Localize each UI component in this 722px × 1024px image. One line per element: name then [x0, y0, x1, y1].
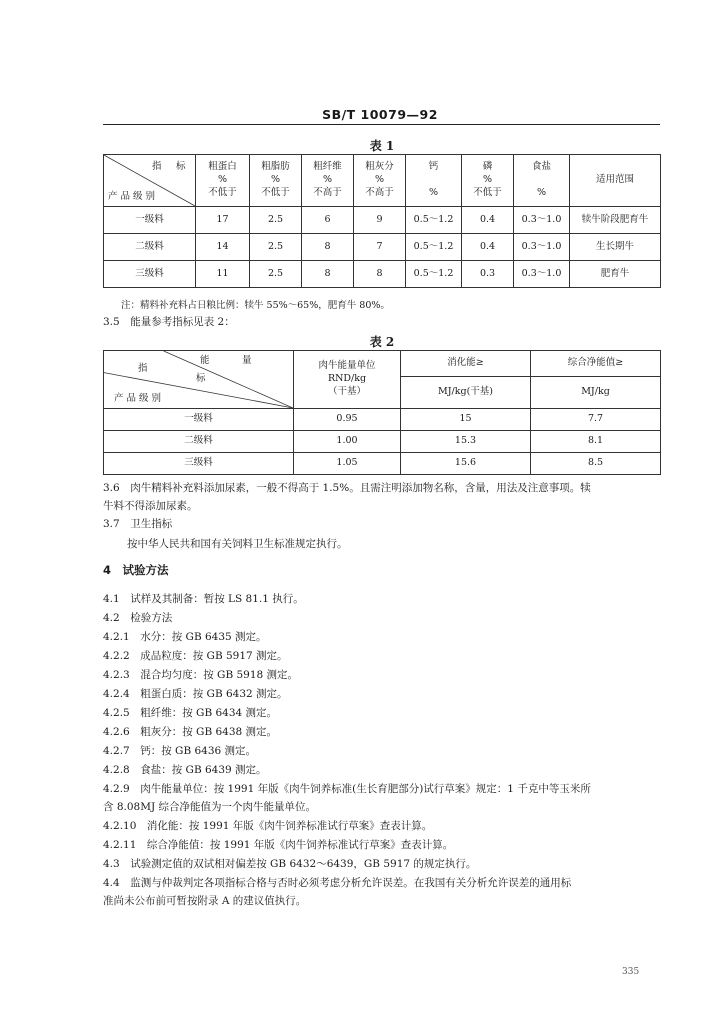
value-cell: 15 [401, 409, 531, 431]
section-3-7: 3.7 卫生指标 [103, 518, 173, 530]
table-row [104, 234, 661, 261]
list-item: 4.2.7 钙：按 GB 6436 测定。 [103, 745, 257, 757]
list-item: 4.2.3 混合均匀度：按 GB 5918 测定。 [103, 669, 299, 681]
value-cell: 0.3～1.0 [514, 234, 570, 261]
value-cell: 7 [354, 234, 406, 261]
value-cell: 0.5～1.2 [406, 207, 462, 234]
table1-header-col: 粗灰分 % 不高于 [354, 155, 406, 207]
value-cell: 14 [196, 234, 250, 261]
list-item: 4.2.1 水分：按 GB 6435 测定。 [103, 631, 267, 643]
section-4-heading: 4 试验方法 [103, 563, 169, 577]
table2-corner-a: 指 [138, 363, 148, 374]
grade-cell: 三级料 [104, 453, 294, 475]
value-cell: 8 [354, 261, 406, 288]
table1-corner-top2: 标 [176, 161, 186, 172]
table1-header-col: 食盐 % [514, 155, 570, 207]
value-cell: 0.3～1.0 [514, 261, 570, 288]
value-cell: 2.5 [250, 207, 302, 234]
paragraph-4-2-9-line1: 4.2.9 肉牛能量单位：按 1991 年版《肉牛饲养标准(生长育肥部分)试行草案》规定：1 千克中等玉米所 [103, 783, 591, 795]
value-cell: 8 [302, 261, 354, 288]
list-item: 4.2.4 粗蛋白质：按 GB 6432 测定。 [103, 688, 288, 700]
table-row [104, 261, 661, 288]
table1-header-scope: 适用范围 [570, 155, 661, 207]
paragraph-4-4-line1: 4.4 监测与仲裁判定各项指标合格与否时必须考虑分析允许误差。在我国有关分析允许误差的通用标 [103, 877, 572, 889]
grade-cell: 二级料 [104, 431, 294, 453]
table2-header-de: 消化能≥ [401, 351, 531, 377]
page-number: 335 [622, 967, 640, 977]
table-row [104, 431, 661, 453]
paragraph-4-2-9-line2: 含 8.08MJ 综合净能值为一个肉牛能量单位。 [103, 801, 317, 813]
table2-header-ne-unit: MJ/kg [531, 377, 661, 409]
list-item: 4.2.8 食盐：按 GB 6439 测定。 [103, 764, 267, 776]
value-cell: 15.3 [401, 431, 531, 453]
value-cell: 8 [302, 234, 354, 261]
value-cell: 0.4 [462, 234, 514, 261]
table2-corner-d: 标 [196, 373, 206, 384]
value-cell: 8.5 [531, 453, 661, 475]
scope-cell: 肥育牛 [570, 261, 661, 288]
paragraph-4-2-11: 4.2.11 综合净能值：按 1991 年版《肉牛饲养标准试行草案》查表计算。 [103, 839, 454, 851]
standard-code: SB/T 10079—92 [322, 107, 438, 122]
table1 [103, 154, 661, 288]
paragraph-3-6-line2: 牛料不得添加尿素。 [103, 500, 198, 512]
table2-corner-b: 能 [200, 355, 210, 366]
table1-corner-bottom: 产 品 级 别 [108, 191, 156, 202]
value-cell: 0.5～1.2 [406, 261, 462, 288]
paragraph-4-2-10: 4.2.10 消化能：按 1991 年版《肉牛饲养标准试行草案》查表计算。 [103, 820, 433, 832]
section-3-5: 3.5 能量参考指标见表 2： [103, 316, 235, 328]
value-cell: 8.1 [531, 431, 661, 453]
table2-header-de-unit: MJ/kg(干基) [401, 377, 531, 409]
value-cell: 15.6 [401, 453, 531, 475]
value-cell: 0.3～1.0 [514, 207, 570, 234]
table1-header-col: 磷 % 不低于 [462, 155, 514, 207]
table1-corner-top: 指 [152, 161, 162, 172]
grade-cell: 二级料 [104, 234, 196, 261]
section-3-7-text: 按中华人民共和国有关饲料卫生标准规定执行。 [127, 538, 348, 550]
value-cell: 0.3 [462, 261, 514, 288]
list-item: 4.2.5 粗纤维：按 GB 6434 测定。 [103, 707, 278, 719]
table2-corner-c: 量 [242, 355, 252, 366]
grade-cell: 三级料 [104, 261, 196, 288]
grade-cell: 一级料 [104, 409, 294, 431]
value-cell: 6 [302, 207, 354, 234]
paragraph-3-6-line1: 3.6 肉牛精料补充料添加尿素，一般不得高于 1.5%。且需注明添加物名称，含量，用法及注意事项。犊 [103, 482, 591, 494]
value-cell: 0.95 [294, 409, 401, 431]
table1-caption: 表 1 [369, 139, 395, 153]
paragraph-4-4-line2: 准尚未公布前可暂按附录 A 的建议值执行。 [103, 895, 307, 907]
list-item: 4.2 检验方法 [103, 612, 173, 624]
table1-header-col: 粗脂肪 % 不低于 [250, 155, 302, 207]
table2 [103, 350, 661, 475]
table-row [104, 409, 661, 431]
value-cell: 1.05 [294, 453, 401, 475]
value-cell: 0.5～1.2 [406, 234, 462, 261]
table2-corner-bottom: 产 品 级 别 [114, 393, 162, 404]
table1-corner-cell [104, 155, 196, 207]
grade-cell: 一级料 [104, 207, 196, 234]
value-cell: 2.5 [250, 234, 302, 261]
value-cell: 2.5 [250, 261, 302, 288]
table2-corner-cell [104, 351, 294, 409]
header-rule [103, 124, 660, 125]
value-cell: 17 [196, 207, 250, 234]
paragraph-4-3: 4.3 试验测定值的双试相对偏差按 GB 6432～6439，GB 5917 的规定执行。 [103, 858, 477, 870]
table1-header-col: 粗蛋白 % 不低于 [196, 155, 250, 207]
value-cell: 0.4 [462, 207, 514, 234]
table-row [104, 207, 661, 234]
scope-cell: 生长期牛 [570, 234, 661, 261]
table1-header-col: 粗纤维 % 不高于 [302, 155, 354, 207]
table1-note: 注：精料补充料占日粮比例：犊牛 55%～65%，肥育牛 80%。 [121, 300, 390, 311]
list-item: 4.1 试样及其制备：暂按 LS 81.1 执行。 [103, 593, 304, 605]
table2-header-energy-unit: 肉牛能量单位 RND/kg （干基） [294, 351, 401, 409]
value-cell: 9 [354, 207, 406, 234]
value-cell: 7.7 [531, 409, 661, 431]
value-cell: 11 [196, 261, 250, 288]
list-item: 4.2.6 粗灰分：按 GB 6438 测定。 [103, 726, 278, 738]
table-row [104, 453, 661, 475]
value-cell: 1.00 [294, 431, 401, 453]
list-item: 4.2.2 成品粒度：按 GB 5917 测定。 [103, 650, 288, 662]
table1-header-col: 钙 % [406, 155, 462, 207]
table2-caption: 表 2 [369, 335, 395, 349]
scope-cell: 犊牛阶段肥育牛 [570, 207, 661, 234]
table2-header-ne: 综合净能值≥ [531, 351, 661, 377]
